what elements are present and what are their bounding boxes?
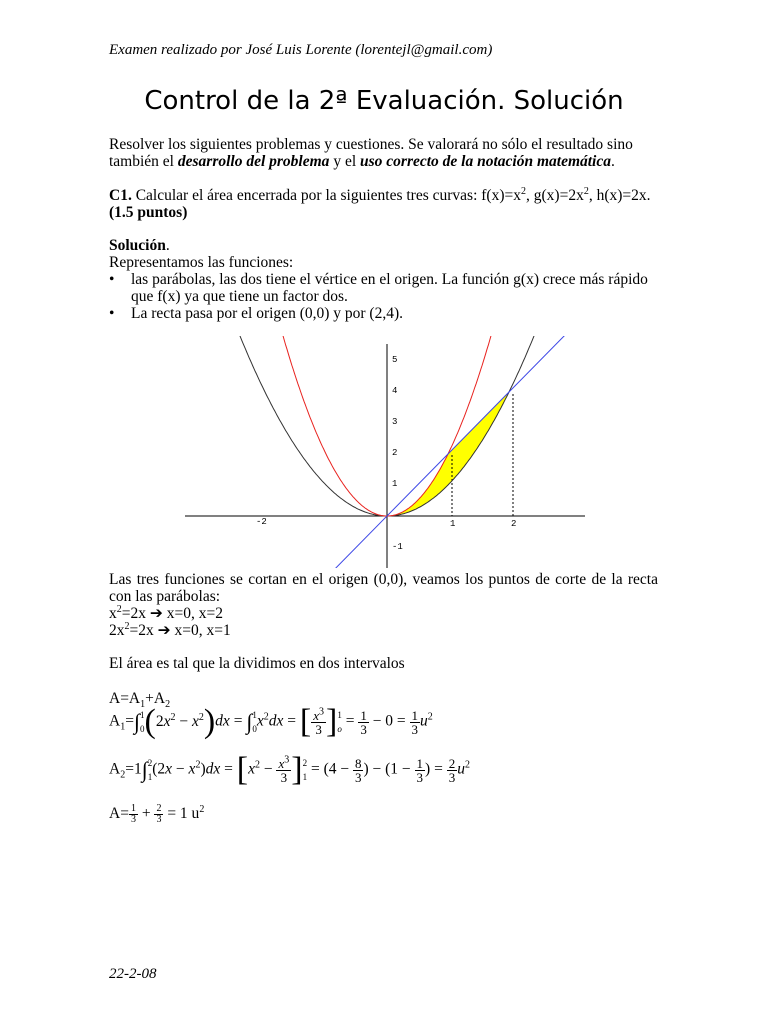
solution-label: Solución — [109, 237, 166, 254]
solution-block: Solución. Representamos las funciones: • las parábolas, las dos tiene el vértice en el origen. La función g(x) crece más rápido que f(x) ya que tiene un factor dos. • La recta pasa por el origen (0,0) y por (2,4). — [109, 237, 669, 322]
function-graph — [185, 336, 585, 568]
page-header: Examen realizado por José Luis Lorente (lorentejl@gmail.com) — [109, 42, 493, 58]
intersection-paragraph: Las tres funciones se cortan en el origen (0,0), veamos los puntos de corte de la recta con las parábolas: $x^2=2x$ ➔ x=0, x=2 $2x^2=2x$ ➔ x=0, x=1 — [109, 571, 658, 639]
y-tick-label: -1 — [392, 542, 403, 552]
x-tick-label: 1 — [450, 519, 456, 529]
y-tick-label: 3 — [392, 417, 398, 427]
instructions-paragraph: Resolver los siguientes problemas y cuestiones. Se valorará no sólo el resultado sino también el desarrollo del problema y el uso correcto de la notación matemática. — [109, 136, 633, 170]
page-footer-date: 22-2-08 — [109, 966, 157, 982]
y-tick-label: 1 — [392, 479, 398, 489]
bullet-item: • las parábolas, las dos tiene el vértice en el origen. La función g(x) crece más rápido que f(x) ya que tiene un factor dos. — [131, 271, 669, 305]
bullet-item: • La recta pasa por el origen (0,0) y por (2,4). — [131, 305, 669, 322]
equation-total: $A=A_1+A_2$ — [109, 690, 171, 711]
x-tick-label: 2 — [511, 519, 517, 529]
area-intro: El área es tal que la dividimos en dos intervalos — [109, 655, 405, 672]
y-tick-label: 4 — [392, 386, 398, 396]
equation-1: $x^2=2x$ ➔ x=0, x=2 — [109, 603, 223, 622]
equation-2: $2x^2=2x$ ➔ x=0, x=1 — [109, 620, 231, 639]
page-title: Control de la 2ª Evaluación. Solución — [144, 86, 624, 116]
equation-a2: $A_2=1\int$ 2 1 $(2x - x^2)dx = [x^2$ − $\frac{x^3}{3}$ ] 2 1 = (4 − $\frac{8}{3}$ ) − (1 − $\frac{1}{3}$ ) = $\frac{2}{3}$ $u^2$ — [109, 751, 470, 788]
y-tick-label: 2 — [392, 448, 398, 458]
line-h — [320, 336, 570, 568]
equation-a1: $A_1=\int$ 1 0 $(2x^2 - x^2)dx$ = ∫ 1 0 $x^2dx$ = [ $\frac{x^3}{3}$ ] 1 o = $\frac{1}{3}$ − 0 = $\frac{1}{3}$ $u^2$ — [109, 703, 433, 740]
equation-final: A= $\frac{1}{3}$ + $\frac{2}{3}$ = 1 $u^2$ — [109, 803, 205, 825]
x-tick-label: -2 — [256, 517, 267, 527]
y-tick-label: 5 — [392, 355, 398, 365]
question-c1: C1. Calcular el área encerrada por la siguientes tres curvas: $f(x)=x^2$, $g(x)=2x^2$, h(x)=2x. (1.5 puntos) — [109, 185, 651, 221]
question-points: (1.5 puntos) — [109, 204, 188, 221]
